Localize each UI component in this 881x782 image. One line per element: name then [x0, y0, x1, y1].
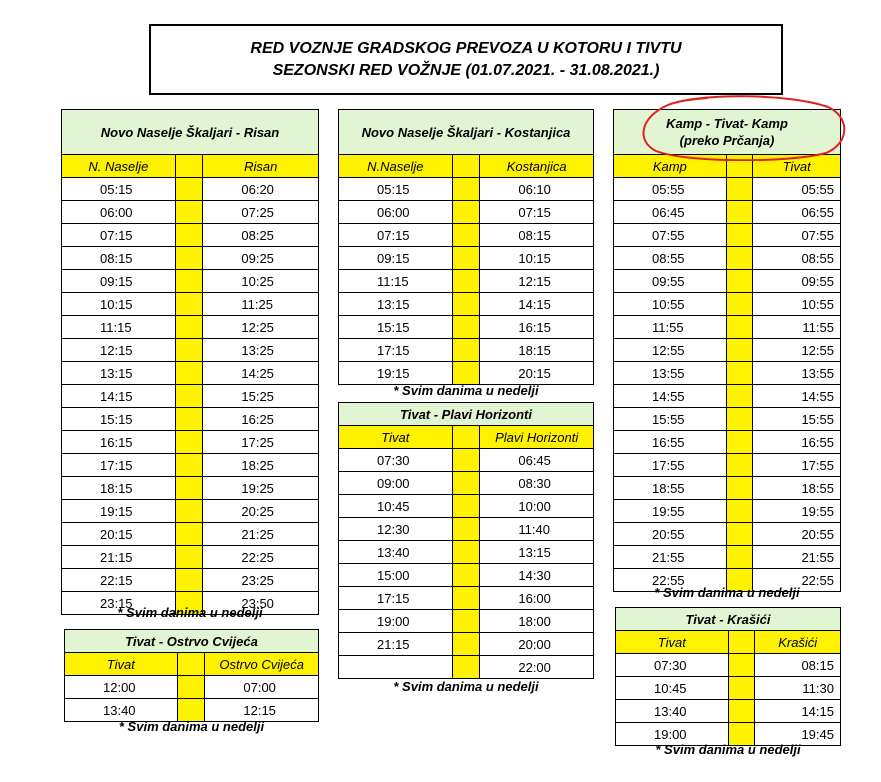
departure-time: 19:55 [614, 500, 727, 523]
separator-cell [177, 676, 205, 699]
table-row [339, 224, 594, 247]
separator-cell [726, 178, 753, 201]
arrival-time: 15:55 [753, 408, 841, 431]
separator-cell [726, 408, 753, 431]
arrival-time: 12:55 [753, 339, 841, 362]
separator-cell [726, 247, 753, 270]
arrival-time: 08:15 [480, 224, 594, 247]
departure-time: 22:55 [614, 569, 727, 592]
days-note: * Svim danima u nedelji [393, 383, 539, 398]
departure-time: 15:55 [614, 408, 727, 431]
column-header-destination: Krašići [755, 631, 841, 654]
arrival-time: 13:55 [753, 362, 841, 385]
separator-cell [175, 569, 203, 592]
separator-cell [452, 495, 480, 518]
arrival-time: 20:25 [203, 500, 319, 523]
table-row [339, 339, 594, 362]
arrival-time: 21:25 [203, 523, 319, 546]
departure-time: 12:00 [65, 676, 178, 699]
table-row [614, 500, 841, 523]
separator-cell [452, 293, 480, 316]
timetable-skaljari-risan [61, 109, 319, 615]
timetable-kamp-tivat-kamp [613, 109, 841, 592]
table-row [62, 569, 319, 592]
arrival-time: 19:45 [755, 723, 841, 746]
arrival-time: 10:25 [203, 270, 319, 293]
separator-cell [175, 201, 203, 224]
table-row [62, 454, 319, 477]
departure-time: 12:15 [62, 339, 176, 362]
timetable-skaljari-kostanjica [338, 109, 594, 385]
table-row [62, 339, 319, 362]
arrival-time: 18:55 [753, 477, 841, 500]
departure-time: 09:15 [339, 247, 453, 270]
departure-time: 10:15 [62, 293, 176, 316]
departure-time: 14:55 [614, 385, 727, 408]
column-header-destination: Kostanjica [480, 155, 594, 178]
departure-time: 11:55 [614, 316, 727, 339]
separator-cell [175, 408, 203, 431]
departure-time: 06:00 [339, 201, 453, 224]
departure-time: 13:55 [614, 362, 727, 385]
separator-cell [452, 339, 480, 362]
column-header-destination: Risan [203, 155, 319, 178]
departure-time: 20:15 [62, 523, 176, 546]
table-row [339, 362, 594, 385]
arrival-time: 12:15 [205, 699, 319, 722]
table-row [616, 700, 841, 723]
table-row [614, 385, 841, 408]
table-row [62, 293, 319, 316]
separator-cell [452, 362, 480, 385]
separator-cell [175, 316, 203, 339]
column-header-origin: Tivat [339, 426, 453, 449]
table-title-line2: (preko Prčanja) [679, 133, 775, 148]
departure-time: 19:00 [616, 723, 729, 746]
arrival-time: 22:55 [753, 569, 841, 592]
table-row [614, 454, 841, 477]
departure-time: 21:15 [62, 546, 176, 569]
document-subtitle: SEZONSKI RED VOŽNJE (01.07.2021. - 31.08.2021.) [272, 62, 660, 79]
table-row [62, 523, 319, 546]
table-row [339, 472, 594, 495]
separator-cell [452, 518, 480, 541]
arrival-time: 13:25 [203, 339, 319, 362]
arrival-time: 12:25 [203, 316, 319, 339]
table-row [62, 500, 319, 523]
table-row [62, 316, 319, 339]
departure-time: 16:15 [62, 431, 176, 454]
separator-cell [726, 316, 753, 339]
separator-cell [728, 677, 755, 700]
separator-cell [452, 270, 480, 293]
separator-cell [175, 293, 203, 316]
arrival-time: 07:55 [753, 224, 841, 247]
table-row [339, 449, 594, 472]
departure-time: 07:15 [339, 224, 453, 247]
departure-time: 15:15 [339, 316, 453, 339]
departure-time [339, 656, 453, 679]
separator-cell [726, 293, 753, 316]
document-title: RED VOZNJE GRADSKOG PREVOZA U KOTORU I TIVTU [250, 40, 682, 57]
table-row [614, 339, 841, 362]
separator-cell [175, 339, 203, 362]
table-row [339, 564, 594, 587]
column-header-destination: Plavi Horizonti [480, 426, 594, 449]
separator-cell [452, 449, 480, 472]
table-row [339, 178, 594, 201]
arrival-time: 14:15 [480, 293, 594, 316]
arrival-time: 11:40 [480, 518, 594, 541]
arrival-time: 08:25 [203, 224, 319, 247]
arrival-time: 06:10 [480, 178, 594, 201]
departure-time: 07:15 [62, 224, 176, 247]
separator-cell [452, 247, 480, 270]
table-row [65, 676, 319, 699]
table-row [339, 633, 594, 656]
arrival-time: 16:25 [203, 408, 319, 431]
departure-time: 12:55 [614, 339, 727, 362]
table-row [62, 477, 319, 500]
separator-cell [452, 201, 480, 224]
column-header-origin: Kamp [614, 155, 727, 178]
separator-cell [452, 633, 480, 656]
days-note: * Svim danima u nedelji [655, 742, 801, 757]
separator-cell [175, 500, 203, 523]
arrival-time: 15:25 [203, 385, 319, 408]
arrival-time: 07:25 [203, 201, 319, 224]
arrival-time: 14:25 [203, 362, 319, 385]
departure-time: 09:15 [62, 270, 176, 293]
arrival-time: 19:25 [203, 477, 319, 500]
arrival-time: 08:15 [755, 654, 841, 677]
separator-cell [175, 454, 203, 477]
arrival-time: 10:15 [480, 247, 594, 270]
table-row [614, 293, 841, 316]
table-title: Tivat - Ostrvo Cvijeća [65, 630, 319, 653]
arrival-time: 11:55 [753, 316, 841, 339]
days-note: * Svim danima u nedelji [117, 605, 263, 620]
separator-cell [175, 523, 203, 546]
table-row [614, 178, 841, 201]
arrival-time: 07:00 [205, 676, 319, 699]
table-row [62, 546, 319, 569]
table-row [339, 270, 594, 293]
table-row [339, 247, 594, 270]
table-row [614, 224, 841, 247]
separator-cell [452, 656, 480, 679]
departure-time: 17:15 [62, 454, 176, 477]
table-row [339, 610, 594, 633]
departure-time: 14:15 [62, 385, 176, 408]
separator-cell [452, 178, 480, 201]
column-header-origin: N.Naselje [339, 155, 453, 178]
arrival-time: 06:20 [203, 178, 319, 201]
departure-time: 19:15 [62, 500, 176, 523]
departure-time: 07:55 [614, 224, 727, 247]
separator-cell [175, 224, 203, 247]
arrival-time: 11:25 [203, 293, 319, 316]
arrival-time: 23:25 [203, 569, 319, 592]
separator-cell [726, 224, 753, 247]
table-row [62, 224, 319, 247]
table-row [62, 247, 319, 270]
departure-time: 23:15 [62, 592, 176, 615]
departure-time: 05:55 [614, 178, 727, 201]
table-row [614, 408, 841, 431]
column-header-destination: Tivat [753, 155, 841, 178]
arrival-time: 17:55 [753, 454, 841, 477]
separator-column [177, 653, 205, 676]
departure-time: 15:00 [339, 564, 453, 587]
arrival-time: 05:55 [753, 178, 841, 201]
arrival-time: 16:15 [480, 316, 594, 339]
table-row [339, 656, 594, 679]
separator-cell [728, 700, 755, 723]
arrival-time: 20:15 [480, 362, 594, 385]
separator-cell [175, 546, 203, 569]
departure-time: 05:15 [339, 178, 453, 201]
arrival-time: 16:55 [753, 431, 841, 454]
departure-time: 11:15 [62, 316, 176, 339]
table-title-line1: Kamp - Tivat- Kamp [666, 116, 788, 131]
departure-time: 13:40 [339, 541, 453, 564]
departure-time: 10:45 [339, 495, 453, 518]
separator-cell [726, 500, 753, 523]
red-circle-annotation [638, 95, 850, 161]
arrival-time: 06:45 [480, 449, 594, 472]
departure-time: 13:40 [616, 700, 729, 723]
arrival-time: 18:00 [480, 610, 594, 633]
arrival-time: 12:15 [480, 270, 594, 293]
days-note: * Svim danima u nedelji [393, 679, 539, 694]
table-row [614, 270, 841, 293]
table-row [616, 677, 841, 700]
separator-column [728, 631, 755, 654]
separator-cell [175, 178, 203, 201]
arrival-time: 07:15 [480, 201, 594, 224]
table-row [614, 201, 841, 224]
column-header-origin: Tivat [616, 631, 729, 654]
separator-cell [726, 201, 753, 224]
arrival-time: 18:25 [203, 454, 319, 477]
days-note: * Svim danima u nedelji [654, 585, 800, 600]
departure-time: 19:00 [339, 610, 453, 633]
separator-cell [175, 247, 203, 270]
departure-time: 13:15 [62, 362, 176, 385]
table-row [62, 362, 319, 385]
separator-cell [726, 362, 753, 385]
table-row [62, 178, 319, 201]
separator-cell [452, 587, 480, 610]
arrival-time: 06:55 [753, 201, 841, 224]
table-row [614, 523, 841, 546]
separator-cell [726, 546, 753, 569]
table-row [62, 408, 319, 431]
column-header-origin: Tivat [65, 653, 178, 676]
separator-cell [452, 610, 480, 633]
arrival-time: 09:55 [753, 270, 841, 293]
departure-time: 11:15 [339, 270, 453, 293]
table-row [614, 477, 841, 500]
separator-cell [175, 270, 203, 293]
departure-time: 06:45 [614, 201, 727, 224]
table-row [614, 247, 841, 270]
arrival-time: 17:25 [203, 431, 319, 454]
departure-time: 20:55 [614, 523, 727, 546]
separator-column [452, 155, 480, 178]
departure-time: 10:55 [614, 293, 727, 316]
departure-time: 17:15 [339, 339, 453, 362]
separator-cell [726, 385, 753, 408]
departure-time: 10:45 [616, 677, 729, 700]
column-header-destination: Ostrvo Cvijeća [205, 653, 319, 676]
table-title: Tivat - Krašići [616, 608, 841, 631]
arrival-time: 21:55 [753, 546, 841, 569]
arrival-time: 18:15 [480, 339, 594, 362]
departure-time: 09:00 [339, 472, 453, 495]
separator-cell [726, 523, 753, 546]
separator-column [175, 155, 203, 178]
departure-time: 21:55 [614, 546, 727, 569]
arrival-time: 14:30 [480, 564, 594, 587]
table-row [339, 201, 594, 224]
departure-time: 22:15 [62, 569, 176, 592]
separator-column [452, 426, 480, 449]
departure-time: 13:40 [65, 699, 178, 722]
separator-cell [452, 541, 480, 564]
departure-time: 12:30 [339, 518, 453, 541]
table-row [339, 316, 594, 339]
separator-cell [452, 316, 480, 339]
departure-time: 08:55 [614, 247, 727, 270]
table-row [62, 270, 319, 293]
arrival-time: 11:30 [755, 677, 841, 700]
table-row [62, 431, 319, 454]
departure-time: 18:15 [62, 477, 176, 500]
arrival-time: 10:00 [480, 495, 594, 518]
table-row [339, 293, 594, 316]
table-row [339, 518, 594, 541]
table-row [339, 587, 594, 610]
document-title-box [149, 24, 783, 95]
table-row [62, 385, 319, 408]
separator-cell [726, 270, 753, 293]
table-row [339, 495, 594, 518]
timetable-tivat-krasici [615, 607, 841, 746]
departure-time: 07:30 [616, 654, 729, 677]
arrival-time: 20:00 [480, 633, 594, 656]
timetable-tivat-ostrvo-cvijeca [64, 629, 319, 722]
arrival-time: 22:00 [480, 656, 594, 679]
separator-cell [452, 224, 480, 247]
departure-time: 15:15 [62, 408, 176, 431]
departure-time: 16:55 [614, 431, 727, 454]
departure-time: 13:15 [339, 293, 453, 316]
arrival-time: 10:55 [753, 293, 841, 316]
days-note: * Svim danima u nedelji [118, 719, 265, 734]
table-row [62, 201, 319, 224]
separator-cell [726, 454, 753, 477]
arrival-time: 14:55 [753, 385, 841, 408]
departure-time: 21:15 [339, 633, 453, 656]
departure-time: 19:15 [339, 362, 453, 385]
separator-cell [175, 362, 203, 385]
departure-time: 06:00 [62, 201, 176, 224]
arrival-time: 23:50 [203, 592, 319, 615]
arrival-time: 13:15 [480, 541, 594, 564]
arrival-time: 08:55 [753, 247, 841, 270]
column-header-origin: N. Naselje [62, 155, 176, 178]
arrival-time: 16:00 [480, 587, 594, 610]
departure-time: 17:15 [339, 587, 453, 610]
table-row [614, 431, 841, 454]
separator-cell [175, 477, 203, 500]
table-title: Novo Naselje Škaljari - Kostanjica [339, 110, 594, 155]
table-title: Novo Naselje Škaljari - Risan [62, 110, 319, 155]
arrival-time: 20:55 [753, 523, 841, 546]
separator-cell [175, 431, 203, 454]
arrival-time: 08:30 [480, 472, 594, 495]
separator-cell [452, 564, 480, 587]
arrival-time: 22:25 [203, 546, 319, 569]
separator-cell [726, 339, 753, 362]
table-title: Tivat - Plavi Horizonti [339, 403, 594, 426]
departure-time: 07:30 [339, 449, 453, 472]
table-row [339, 541, 594, 564]
departure-time: 05:15 [62, 178, 176, 201]
separator-cell [726, 431, 753, 454]
departure-time: 09:55 [614, 270, 727, 293]
separator-cell [452, 472, 480, 495]
table-row [614, 316, 841, 339]
separator-cell [726, 477, 753, 500]
arrival-time: 09:25 [203, 247, 319, 270]
departure-time: 18:55 [614, 477, 727, 500]
departure-time: 08:15 [62, 247, 176, 270]
table-row [616, 654, 841, 677]
departure-time: 17:55 [614, 454, 727, 477]
separator-cell [728, 654, 755, 677]
timetable-tivat-plavi-horizonti [338, 402, 594, 679]
table-row [614, 546, 841, 569]
table-row [614, 362, 841, 385]
arrival-time: 14:15 [755, 700, 841, 723]
separator-cell [175, 385, 203, 408]
arrival-time: 19:55 [753, 500, 841, 523]
